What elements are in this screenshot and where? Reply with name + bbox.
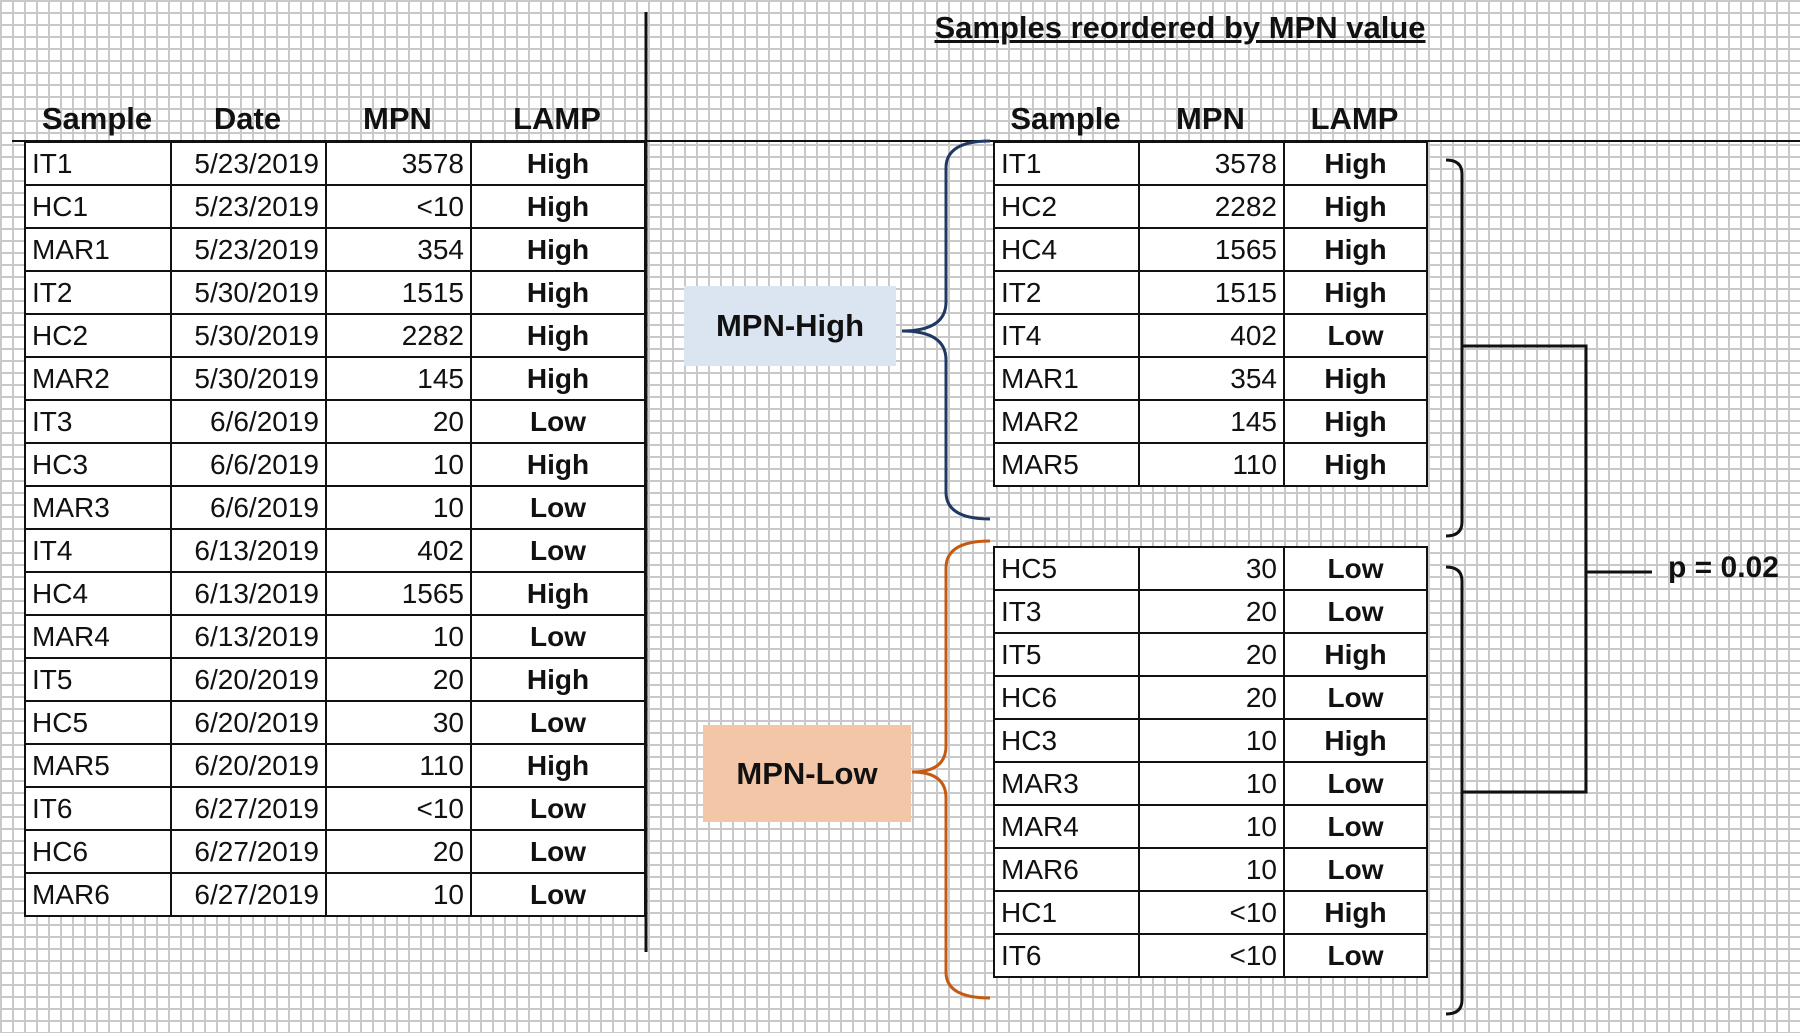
high-table-cell-mpn: 1515 [1139,271,1284,314]
left-table-cell-date: 6/13/2019 [171,572,326,615]
low-table-cell-sample: IT5 [994,633,1139,676]
left-table-cell-sample: IT2 [25,271,171,314]
left-table-cell-date: 6/27/2019 [171,873,326,916]
low-table-cell-lamp: High [1284,633,1427,676]
left-table-cell-lamp: Low [471,529,645,572]
high-table-cell-mpn: 354 [1139,357,1284,400]
low-table-cell-sample: MAR3 [994,762,1139,805]
left-header-lamp: LAMP [513,101,601,136]
low-table-cell-mpn: 20 [1139,676,1284,719]
low-table-cell-lamp: Low [1284,805,1427,848]
left-table-cell-mpn: 2282 [326,314,471,357]
high-table-cell-sample: IT2 [994,271,1139,314]
low-table-cell-sample: HC5 [994,547,1139,590]
low-table-cell-lamp: High [1284,719,1427,762]
low-table-cell-mpn: 30 [1139,547,1284,590]
low-table-cell-sample: MAR6 [994,848,1139,891]
high-table-cell-mpn: 1565 [1139,228,1284,271]
high-table-cell-lamp: Low [1284,314,1427,357]
left-table-cell-sample: MAR5 [25,744,171,787]
left-table-cell-date: 5/30/2019 [171,314,326,357]
high-table-cell-sample: MAR2 [994,400,1139,443]
comparison-connector [1462,346,1652,792]
left-table-cell-sample: HC1 [25,185,171,228]
left-table-cell-lamp: Low [471,873,645,916]
high-table-cell-mpn: 110 [1139,443,1284,486]
left-table-cell-date: 6/27/2019 [171,787,326,830]
low-table-cell-sample: HC1 [994,891,1139,934]
low-table-cell-lamp: Low [1284,934,1427,977]
low-table-cell-mpn: <10 [1139,934,1284,977]
low-table-cell-sample: MAR4 [994,805,1139,848]
left-table-cell-date: 6/27/2019 [171,830,326,873]
left-table-cell-sample: HC6 [25,830,171,873]
left-table-cell-lamp: High [471,185,645,228]
left-table-cell-sample: HC4 [25,572,171,615]
high-table-cell-sample: IT1 [994,142,1139,185]
low-table-cell-lamp: High [1284,891,1427,934]
left-table-cell-date: 6/6/2019 [171,443,326,486]
left-table-cell-sample: IT1 [25,142,171,185]
left-table-cell-mpn: 1565 [326,572,471,615]
left-table-cell-sample: HC2 [25,314,171,357]
left-table-cell-date: 5/23/2019 [171,142,326,185]
left-table-cell-mpn: 10 [326,873,471,916]
left-table-cell-mpn: <10 [326,185,471,228]
high-table-cell-lamp: High [1284,271,1427,314]
left-table-cell-date: 5/30/2019 [171,357,326,400]
right-header-mpn: MPN [1176,101,1245,136]
high-table-cell-mpn: 2282 [1139,185,1284,228]
high-table-cell-lamp: High [1284,228,1427,271]
low-table-cell-mpn: 20 [1139,633,1284,676]
left-table-cell-sample: MAR1 [25,228,171,271]
left-table-cell-lamp: High [471,744,645,787]
left-table-cell-lamp: Low [471,400,645,443]
left-table-cell-mpn: 354 [326,228,471,271]
reordered-title: Samples reordered by MPN value [934,10,1426,45]
mpn-low-label: MPN-Low [703,725,911,822]
left-table-cell-mpn: 10 [326,443,471,486]
left-header-sample: Sample [41,101,153,136]
left-table-cell-date: 6/6/2019 [171,486,326,529]
left-table-cell-lamp: High [471,658,645,701]
left-table-cell-mpn: 1515 [326,271,471,314]
left-table-cell-lamp: High [471,443,645,486]
left-table-cell-lamp: Low [471,486,645,529]
left-table-cell-date: 5/23/2019 [171,185,326,228]
left-header-date: Date [213,101,282,136]
left-table-cell-sample: MAR2 [25,357,171,400]
left-table-cell-mpn: 402 [326,529,471,572]
low-table-cell-sample: IT3 [994,590,1139,633]
high-table-cell-sample: MAR1 [994,357,1139,400]
high-table-cell-sample: MAR5 [994,443,1139,486]
right-header-sample: Sample [1010,101,1121,136]
left-table-cell-date: 5/30/2019 [171,271,326,314]
left-table-cell-sample: HC3 [25,443,171,486]
low-table-cell-mpn: 20 [1139,590,1284,633]
left-table-cell-mpn: 145 [326,357,471,400]
high-table-cell-lamp: High [1284,185,1427,228]
high-curly-brace [902,141,990,519]
left-table-cell-lamp: High [471,271,645,314]
left-table-cell-mpn: 3578 [326,142,471,185]
left-table-cell-mpn: 20 [326,400,471,443]
left-table-cell-sample: IT6 [25,787,171,830]
left-table-cell-mpn: 110 [326,744,471,787]
high-table-cell-sample: HC2 [994,185,1139,228]
high-table-cell-sample: HC4 [994,228,1139,271]
left-table-cell-date: 6/20/2019 [171,701,326,744]
high-table-cell-mpn: 402 [1139,314,1284,357]
left-table-cell-sample: MAR4 [25,615,171,658]
low-table-cell-mpn: <10 [1139,891,1284,934]
low-table-cell-mpn: 10 [1139,719,1284,762]
low-table-cell-mpn: 10 [1139,805,1284,848]
left-table-cell-sample: MAR6 [25,873,171,916]
low-table-cell-mpn: 10 [1139,848,1284,891]
left-table-cell-sample: HC5 [25,701,171,744]
low-table-cell-lamp: Low [1284,676,1427,719]
left-table-cell-sample: IT4 [25,529,171,572]
left-table-cell-lamp: Low [471,701,645,744]
high-table-cell-mpn: 3578 [1139,142,1284,185]
p-value: p = 0.02 [1668,551,1779,584]
left-table-cell-date: 6/6/2019 [171,400,326,443]
low-table-cell-sample: IT6 [994,934,1139,977]
low-curly-brace [912,541,990,998]
left-table-cell-mpn: 10 [326,486,471,529]
left-table-cell-lamp: High [471,314,645,357]
left-table-cell-lamp: Low [471,787,645,830]
high-table-cell-lamp: High [1284,357,1427,400]
high-table-cell-lamp: High [1284,142,1427,185]
left-table-cell-date: 6/13/2019 [171,615,326,658]
high-group-bracket [1446,160,1462,536]
left-table-cell-sample: IT3 [25,400,171,443]
left-table-cell-mpn: 20 [326,658,471,701]
left-header-mpn: MPN [363,101,432,136]
high-table-cell-mpn: 145 [1139,400,1284,443]
low-table-cell-mpn: 10 [1139,762,1284,805]
high-table-cell-lamp: High [1284,400,1427,443]
left-table-cell-sample: MAR3 [25,486,171,529]
left-table-cell-mpn: 30 [326,701,471,744]
mpn-high-label: MPN-High [684,286,896,366]
left-table-cell-lamp: High [471,357,645,400]
low-table-cell-lamp: Low [1284,547,1427,590]
left-table-cell-mpn: <10 [326,787,471,830]
right-header-lamp: LAMP [1310,101,1399,136]
low-table-cell-lamp: Low [1284,848,1427,891]
low-table-cell-sample: HC3 [994,719,1139,762]
low-table-cell-sample: HC6 [994,676,1139,719]
high-table-cell-sample: IT4 [994,314,1139,357]
left-table-cell-date: 6/13/2019 [171,529,326,572]
left-table-cell-lamp: Low [471,830,645,873]
low-table-cell-lamp: Low [1284,762,1427,805]
left-table-cell-date: 5/23/2019 [171,228,326,271]
left-table-cell-date: 6/20/2019 [171,658,326,701]
left-table-cell-date: 6/20/2019 [171,744,326,787]
high-table-cell-lamp: High [1284,443,1427,486]
low-table-cell-lamp: Low [1284,590,1427,633]
left-table-cell-lamp: High [471,572,645,615]
left-table-cell-lamp: Low [471,615,645,658]
left-table-cell-sample: IT5 [25,658,171,701]
low-group-bracket [1446,567,1462,1014]
left-table-cell-lamp: High [471,228,645,271]
left-table-cell-mpn: 20 [326,830,471,873]
left-table-cell-mpn: 10 [326,615,471,658]
left-table-cell-lamp: High [471,142,645,185]
